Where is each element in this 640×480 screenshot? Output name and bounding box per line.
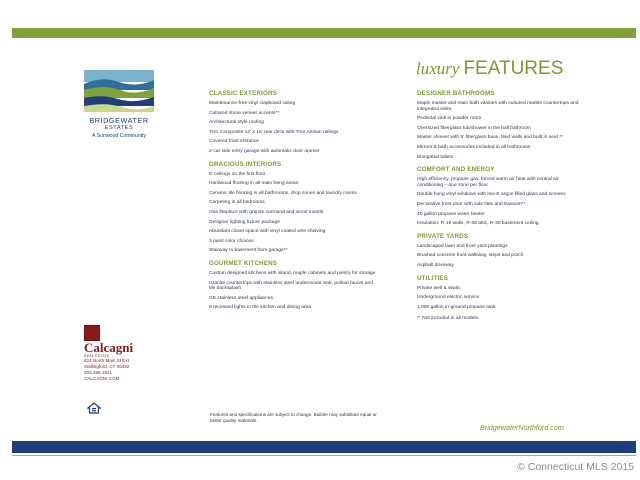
feature-item: 8 recessed lights in the kitchen and dining area (209, 305, 311, 311)
bottom-green-rule (12, 455, 636, 456)
section-heading: PRIVATE YARDS (417, 232, 469, 240)
section-classic-exteriors (209, 90, 377, 155)
feature-item: Master shower with 5' fiberglass base, tiled walls and built in seat ** (417, 135, 564, 141)
right-column (417, 90, 585, 328)
feature-item: Asphalt driveway (417, 262, 454, 268)
feature-item: High efficiency, propane gas, forced warm air heat with central air conditioning – one zone per floor (417, 177, 559, 188)
feature-item: Custom designed kitchens with island, maple cabinets and pantry for storage (209, 270, 376, 276)
section-heading: UTILITIES (417, 274, 449, 282)
section-heading: CLASSIC EXTERIORS (209, 90, 278, 97)
section-heading: COMFORT AND ENERGY (417, 166, 495, 174)
feature-item: Underground electric service (417, 295, 480, 301)
agent-block (84, 325, 164, 382)
feature-item: Pedestal sink in powder room (417, 116, 482, 122)
feature-item: Private well & septic (417, 285, 461, 291)
section-heading: GRACIOUS INTERIORS (209, 160, 282, 168)
agent-site: CALCAGNI.COM (84, 376, 120, 381)
page-title (416, 58, 563, 80)
title-features: FEATURES (463, 58, 564, 79)
section-gracious-interiors (209, 161, 377, 254)
feature-item: Abundant closet space with vinyl coated wire shelving (209, 229, 326, 235)
section-comfort-energy (417, 166, 585, 227)
brand-tagline: A Sunwood Community (92, 133, 146, 139)
agent-address2: Wallingford, CT 06492 (84, 364, 130, 369)
feature-item: Oversized fiberglass tub/shower in the hall bathroom (417, 125, 531, 131)
title-luxury: luxury (416, 59, 460, 78)
bottom-navy-band (12, 441, 636, 453)
feature-item: Double hung vinyl windows with low-E argon filled glass and screens (417, 192, 566, 198)
feature-item: Carpeting in all bedrooms (209, 200, 265, 206)
brand-name: BRIDGEWATER (89, 116, 149, 125)
section-private-yards (417, 233, 585, 269)
section-gourmet-kitchens (209, 260, 377, 311)
agent-name: Calcagni (84, 340, 134, 355)
feature-item: Gas fireplace with granite surround and wood mantle (209, 209, 324, 215)
section-heading: GOURMET KITCHENS (209, 259, 278, 267)
feature-item: Maple master and main bath vanities with cultured marble countertops and integrated sinks (417, 101, 579, 112)
feature-item: Covered front entrance (209, 139, 260, 145)
section-utilities (417, 275, 585, 322)
top-green-band (12, 28, 636, 38)
feature-item: Hardwood flooring in all main living areas (209, 181, 299, 187)
feature-item: 40 gallon propane water heater (417, 211, 485, 217)
copyright-watermark: © Connecticut MLS 2015 (517, 461, 634, 473)
bridgewater-logo (84, 68, 154, 139)
agent-address1: 824 North Main St Ext. (84, 358, 131, 363)
equal-housing-icon (87, 402, 101, 414)
calcagni-emblem-icon (84, 325, 100, 341)
feature-item: Designer lighting fixture package (209, 219, 280, 225)
disclaimer: Features and specifications are subject to change. Builder may substitute equal or better quality materials. (210, 412, 377, 423)
feature-item: Cultured stone veneer accents** (209, 110, 280, 116)
feature-item: Trex Composite 12' x 16' rear deck with Trex Artisan railings (209, 129, 339, 135)
feature-item: Insulation: R-19 walls, R-38 attic, R-30 basement ceiling (417, 221, 539, 227)
feature-item: Architectural style roofing (209, 120, 264, 126)
website-url: BridgewaterNorthford.com (480, 423, 564, 432)
agent-mark (84, 325, 164, 341)
feature-item: Ceramic tile flooring in all bathrooms, drop zones and laundry rooms (209, 190, 357, 196)
feature-item: Stairway to basement from garage** (209, 248, 288, 254)
feature-item: Brushed concrete front walkway, steps and porch (417, 253, 524, 259)
feature-item: Landscaped lawn and front yard plantings (417, 243, 508, 249)
feature-item: Granite countertops with stainless steel undermount sink, pullout faucet and tile backsplash (209, 280, 373, 292)
agent-subtitle: REAL ESTATE (84, 354, 110, 358)
section-designer-bathrooms (417, 90, 585, 160)
feature-item: 3 paint color choices (209, 238, 254, 244)
section-heading: DESIGNER BATHROOMS (417, 90, 495, 97)
feature-item: 9' ceilings on the first floor (209, 171, 266, 177)
feature-item: Maintenance-free vinyl clapboard siding (209, 101, 296, 106)
feature-item: Decorative front door with side lites and transom** (417, 201, 526, 207)
feature-item: 1,000 gallon in-ground propane tank (417, 304, 496, 310)
agent-phone: 203.265.1821 (84, 370, 113, 375)
brand-estates: ESTATES (104, 125, 134, 131)
feature-item: Mirrors & bath accessories included in all bathrooms (417, 144, 531, 150)
feature-item: 2-car side entry garage with automatic door opener (209, 148, 320, 154)
feature-item: Elongated toilets (417, 154, 454, 160)
feature-item: GE stainless steel appliances (209, 295, 273, 301)
footnote: ** Not included in all models. (417, 316, 480, 322)
bridgewater-logo-icon (84, 68, 154, 114)
left-column (209, 90, 377, 317)
